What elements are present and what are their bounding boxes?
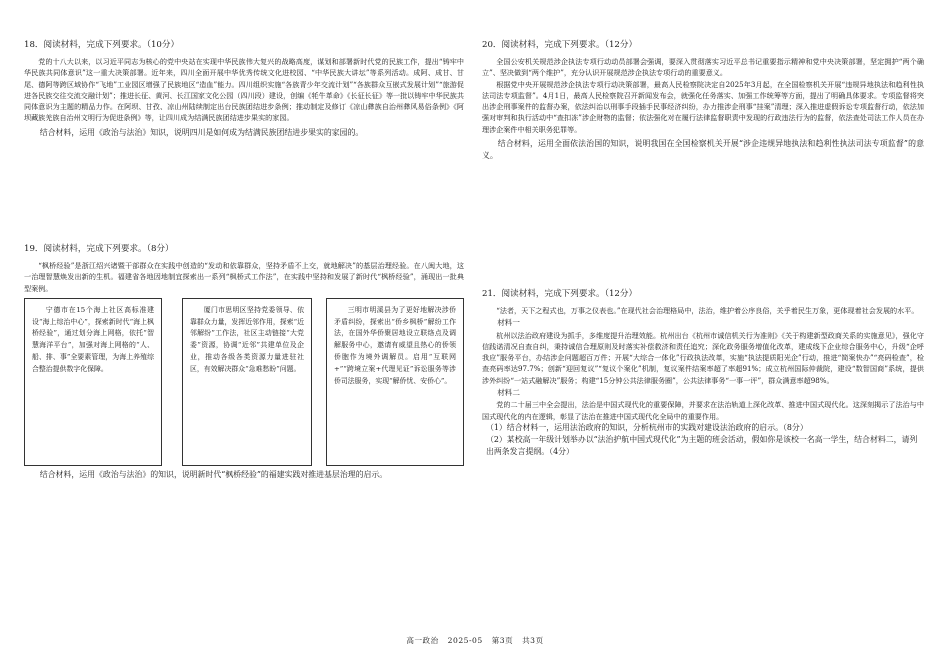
case-box-xiamen-text: 厦门市思明区坚持党委领导、依靠群众力量，发挥近邻作用，探索“近邻解纷”工作法，社区主动链接“大党委”资源，协调“近邻”共建单位及企业，推动各级各类资源力量进驻社区，有效解决群众“急难愁盼”问题。 <box>190 305 304 373</box>
page-footer <box>0 635 950 646</box>
question-21-task-2: （2）某校高一年级计划举办以“法治护航中国式现代化”为主题的班会活动，假如你是该校一名高一学生，结合材料二，请列出两条发言提纲。（4分） <box>486 434 918 456</box>
case-box-ningde <box>24 298 162 466</box>
question-19-task: 结合材料，运用《政治与法治》的知识，说明新时代“枫桥经验”的福建实践对推进基层治理的启示。 <box>39 469 388 479</box>
question-20-paragraph-1: 全国公安机关规范涉企执法专项行动动员部署会强调，要深入贯彻落实习近平总书记重要指示精神和党中央决策部署，坚定拥护“两个确立”、坚决做到“两个维护”，充分认识开展规范涉企执法专项行动的重要意义。 <box>482 57 924 78</box>
question-20-paragraph-2: 根据党中央开展规范涉企执法专项行动决策部署，最高人民检察院决定自2025年3月起，在全国检察机关开展“违规异地执法和趋利性执法司法专项监督”。4月1日，最高人民检察院召开新闻发布会，就强化任务落实、加强工作统筹等方面，提出了明确具体要求。专项监督将突出涉企刑事案件的监督办案，依法纠治以刑事手段插手民事经济纠纷，办力推涉企刑事“挂案”清理；深入推进虚假诉讼专项监督行动，依法加强对审判和执行活动中“查扣冻”涉企财物的监督；依法强化对在履行法律监督职责中发现的行政违法行为的监督，依法查处司法工作人员在办理涉企案件中相关职务犯罪等。 <box>482 79 924 134</box>
material-1-text: 杭州以法治政府建设为抓手，多维度提升治理效能。杭州出台《杭州市诚信机关行为准则》《关于构建新型政商关系的实施意见》，强化守信践诺清况自查自纠，秉持诚信合理原则及时落实补偿救济和责任追究；深化政务服务增值化改革，建成线下企业综合服务中心，升级“企呼我应”服务平台，办结涉企问题超百万件；开展“大综合一体化”行政执法改革，实施“执法提质阳光企”行动，推进“简案快办”“亮码检查”，检查亮码率达97.7%；创新“迎回复议”“复议个案化”机制，复议案件结案率超了率超91%；成立杭州国际仲裁院，建设“数智国商”系统，提供涉外纠纷“一站式融解决”服务；构建“15分钟公共法律服务圈”，公共法律事务“一事一评”，群众满意率超98%。 <box>482 330 924 385</box>
question-19 <box>24 244 464 481</box>
material-2-text: 党的二十届三中全会提出，法治是中国式现代化的重要保障，并要求在法治轨道上深化改革、推进中国式现代化。这深刻揭示了法治与中国式现代化的内在逻辑，彰显了法治在推进中国式现代化全局中的重要作用。 <box>482 400 924 421</box>
case-box-sanming-text: 三明市明溪县为了更好地解决涉侨矛盾纠纷，探索出“侨乡枫桥”解纷工作法，在国外华侨聚居地设立联络点及调解服务中心，邀请有威望且热心的侨领侨胞作为境外调解员。启用“互联网+”“跨境立案+代理见证”诉讼服务等涉侨司法服务，实现“解侨忧、安侨心”。 <box>334 305 456 385</box>
footer-subject: 高一政治 <box>406 636 439 645</box>
case-boxes <box>24 298 464 466</box>
question-20-heading: 20．阅读材料，完成下列要求。（12分） <box>482 40 638 50</box>
question-20 <box>482 40 924 162</box>
question-18-heading: 18．阅读材料，完成下列要求。（10分） <box>24 40 180 50</box>
question-19-heading: 19．阅读材料，完成下列要求。（8分） <box>24 244 174 254</box>
case-box-sanming <box>326 298 464 466</box>
case-box-xiamen <box>182 298 312 466</box>
question-20-task: 结合材料，运用全面依法治国的知识，说明我国在全国检察机关开展“涉企违规异地执法和趋利性执法司法专项监督”的意义。 <box>482 139 924 161</box>
question-21-task-1: （1）结合材料一，运用法治政府的知识，分析杭州市的实践对建设法治政府的启示。（8分） <box>486 422 808 432</box>
footer-page: 第3页 <box>491 636 514 645</box>
footer-date: 2025-05 <box>447 636 483 645</box>
question-18-material: 党的十八大以来，以习近平同志为核心的党中央站在实现中华民族伟大复兴的战略高度，谋划和部署新时代党的民族工作，提出“铸牢中华民族共同体意识”这一重大决策部署。近年来，四川全面开展中华优秀传统文化进校园、“中华民族大讲坛”等系列活动。成阿、成甘、甘尾、德阿等跨区域协作“飞地”工业园区增强了民族地区“造血”能力。四川组织实施“各族青少年交流计划”“各族群众互嵌式发展计划”“旅游促进各民族交往交流交融计划”；推进长征、黄河、长江国家文化公园（四川段）建设，创编《牦牛革命》《长征长征》等一批以铸牢中华民族共同体意识为主题的精品力作。在阿坝、甘孜、凉山州陆续制定出台民族团结进步条例；推动制定及修订《凉山彝族自治州彝风易俗条例》《阿坝藏族羌族自治州文明行为促进条例》等，让四川成为结满民族团结进步果实的家园。 <box>24 57 464 123</box>
footer-total: 共3页 <box>522 636 544 645</box>
question-21 <box>482 289 924 458</box>
case-box-ningde-text: 宁德市在15个海上社区高标准建设“海上综治中心”，探索新时代“海上枫桥经验”，通过划分海上网格，依托“智慧海洋平台”，加强对海上网格的“人、船、排、事”全要素管理，为海上养殖综合整治提供数字化保障。 <box>32 305 154 373</box>
question-21-intro: “法者，天下之程式也，万事之仪表也。”在现代社会治理格局中，法治，维护着公序良俗，关乎着民生万象，更体现着社会发展的水平。 <box>496 306 919 315</box>
question-18-task: 结合材料，运用《政治与法治》知识，说明四川是如何成为结满民族团结进步果实的家园的。 <box>39 127 364 137</box>
material-1-label: 材料一 <box>497 318 520 328</box>
question-18 <box>24 40 464 139</box>
question-19-material: “枫桥经验”是浙江绍兴诸暨干部群众在实践中创造的“发动和依靠群众，坚持矛盾不上交，就地解决”的基层治理经验。在八闽大地，这一治理智慧焕发出新的生机。福建省各地因地制宜探索出一系列“枫桥式工作法”，在实践中坚持和发展了新时代“枫桥经验”，涌现出一批典型案例。 <box>24 261 464 293</box>
question-21-heading: 21．阅读材料，完成下列要求。（12分） <box>482 289 638 299</box>
material-2-label: 材料二 <box>497 388 520 398</box>
